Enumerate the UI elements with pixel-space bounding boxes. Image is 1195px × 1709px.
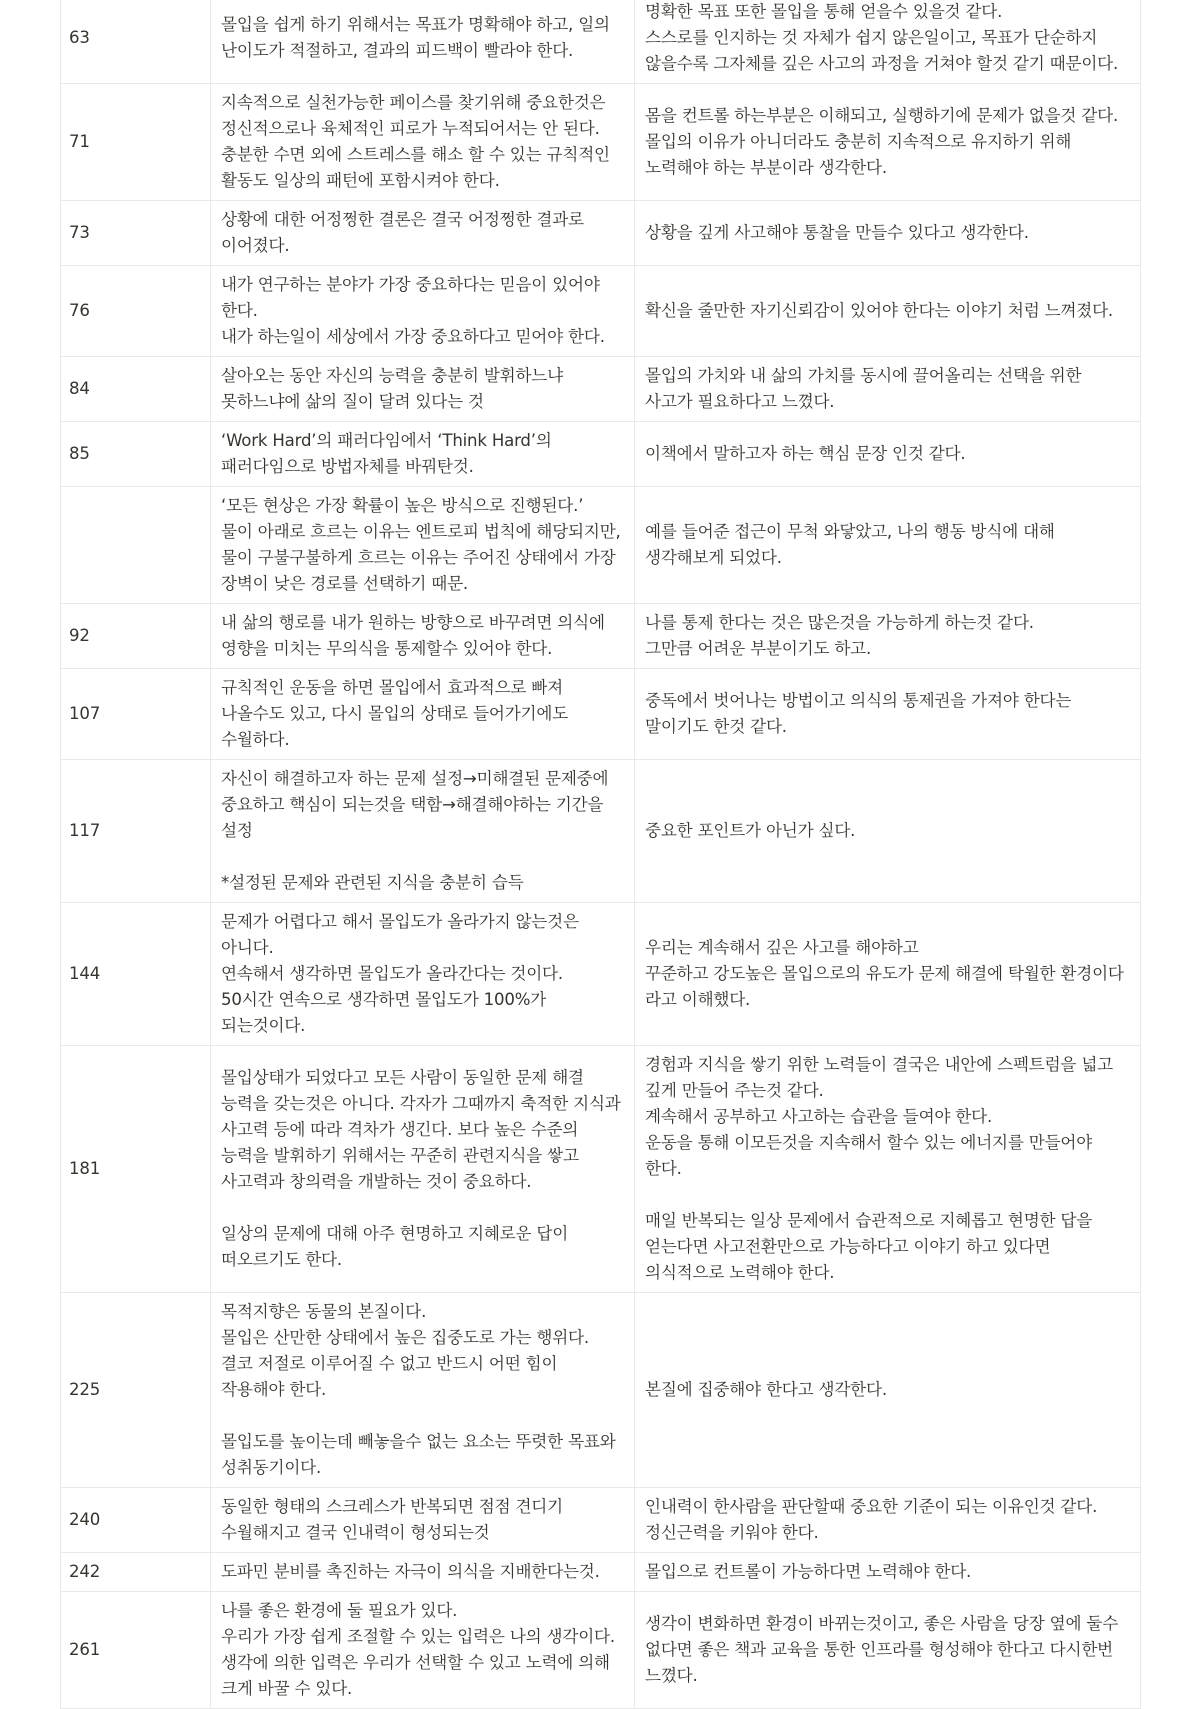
thought-cell[interactable]: 확신을 줄만한 자기신뢰감이 있어야 한다는 이야기 처럼 느껴졌다.	[635, 266, 1141, 357]
thought-cell[interactable]: 중요한 포인트가 아닌가 싶다.	[635, 760, 1141, 903]
page-number-cell[interactable]: 63	[61, 0, 211, 84]
table-row	[61, 1293, 1141, 1488]
page-number-cell[interactable]: 144	[61, 903, 211, 1046]
reading-notes-table	[60, 0, 1141, 1709]
quote-cell[interactable]: 상황에 대한 어정쩡한 결론은 결국 어정쩡한 결과로 이어졌다.	[211, 201, 635, 266]
table-row	[61, 1592, 1141, 1709]
thought-cell[interactable]: 몰입으로 컨트롤이 가능하다면 노력해야 한다.	[635, 1553, 1141, 1592]
thought-cell[interactable]: 상황을 깊게 사고해야 통찰을 만들수 있다고 생각한다.	[635, 201, 1141, 266]
table-body	[61, 0, 1141, 1709]
table-row	[61, 357, 1141, 422]
quote-cell[interactable]: 목적지향은 동물의 본질이다. 몰입은 산만한 상태에서 높은 집중도로 가는 행위다. 결코 저절로 이루어질 수 없고 반드시 어떤 힘이 작용해야 한다. 몰입도를 높이는데 빼놓을수 없는 요소는 뚜렷한 목표와 성취동기이다.	[211, 1293, 635, 1488]
quote-cell[interactable]: 규칙적인 운동을 하면 몰입에서 효과적으로 빠져 나올수도 있고, 다시 몰입의 상태로 들어가기에도 수월하다.	[211, 669, 635, 760]
table-row	[61, 201, 1141, 266]
table-row	[61, 422, 1141, 487]
quote-cell[interactable]: 문제가 어렵다고 해서 몰입도가 올라가지 않는것은 아니다. 연속해서 생각하면 몰입도가 올라간다는 것이다. 50시간 연속으로 생각하면 몰입도가 100%가 되는것이다.	[211, 903, 635, 1046]
page-number-cell[interactable]: 76	[61, 266, 211, 357]
page-number-cell[interactable]: 225	[61, 1293, 211, 1488]
quote-cell[interactable]: ‘모든 현상은 가장 확률이 높은 방식으로 진행된다.’ 물이 아래로 흐르는 이유는 엔트로피 법칙에 해당되지만, 물이 구불구불하게 흐르는 이유는 주어진 상태에서 가장 장벽이 낮은 경로를 선택하기 때문.	[211, 487, 635, 604]
page-number-cell[interactable]	[61, 487, 211, 604]
page-number-cell[interactable]: 261	[61, 1592, 211, 1709]
table-row	[61, 266, 1141, 357]
page-number-cell[interactable]: 117	[61, 760, 211, 903]
quote-cell[interactable]: 내 삶의 행로를 내가 원하는 방향으로 바꾸려면 의식에 영향을 미치는 무의식을 통제할수 있어야 한다.	[211, 604, 635, 669]
page-number-cell[interactable]: 85	[61, 422, 211, 487]
quote-cell[interactable]: ‘Work Hard’의 패러다임에서 ‘Think Hard’의 패러다임으로 방법자체를 바꿔탄것.	[211, 422, 635, 487]
quote-cell[interactable]: 지속적으로 실천가능한 페이스를 찾기위해 중요한것은 정신적으로나 육체적인 피로가 누적되어서는 안 된다. 충분한 수면 외에 스트레스를 해소 할 수 있는 규칙적인 활동도 일상의 패턴에 포함시켜야 한다.	[211, 84, 635, 201]
table-row	[61, 487, 1141, 604]
table-row	[61, 1488, 1141, 1553]
page-number-cell[interactable]: 92	[61, 604, 211, 669]
thought-cell[interactable]: 중독에서 벗어나는 방법이고 의식의 통제권을 가져야 한다는 말이기도 한것 같다.	[635, 669, 1141, 760]
thought-cell[interactable]: 나를 통제 한다는 것은 많은것을 가능하게 하는것 같다. 그만큼 어려운 부분이기도 하고.	[635, 604, 1141, 669]
thought-cell[interactable]: 예를 들어준 접근이 무척 와닿았고, 나의 행동 방식에 대해 생각해보게 되었다.	[635, 487, 1141, 604]
table-row	[61, 0, 1141, 84]
table-row	[61, 84, 1141, 201]
quote-cell[interactable]: 살아오는 동안 자신의 능력을 충분히 발휘하느냐 못하느냐에 삶의 질이 달려 있다는 것	[211, 357, 635, 422]
thought-cell[interactable]: 몸을 컨트롤 하는부분은 이해되고, 실행하기에 문제가 없을것 같다. 몰입의 이유가 아니더라도 충분히 지속적으로 유지하기 위해 노력해야 하는 부분이라 생각한다.	[635, 84, 1141, 201]
thought-cell[interactable]: 우리는 계속해서 깊은 사고를 해야하고 꾸준하고 강도높은 몰입으로의 유도가 문제 해결에 탁월한 환경이다 라고 이해했다.	[635, 903, 1141, 1046]
quote-cell[interactable]: 동일한 형태의 스크레스가 반복되면 점점 견디기 수월해지고 결국 인내력이 형성되는것	[211, 1488, 635, 1553]
thought-cell[interactable]: 인내력이 한사람을 판단할때 중요한 기준이 되는 이유인것 같다. 정신근력을 키워야 한다.	[635, 1488, 1141, 1553]
page-number-cell[interactable]: 240	[61, 1488, 211, 1553]
table-row	[61, 1046, 1141, 1293]
page-number-cell[interactable]: 181	[61, 1046, 211, 1293]
quote-cell[interactable]: 내가 연구하는 분야가 가장 중요하다는 믿음이 있어야 한다. 내가 하는일이 세상에서 가장 중요하다고 믿어야 한다.	[211, 266, 635, 357]
table-row	[61, 1553, 1141, 1592]
thought-cell[interactable]: 이책에서 말하고자 하는 핵심 문장 인것 같다.	[635, 422, 1141, 487]
quote-cell[interactable]: 몰입상태가 되었다고 모든 사람이 동일한 문제 해결 능력을 갖는것은 아니다. 각자가 그때까지 축적한 지식과 사고력 등에 따라 격차가 생긴다. 보다 높은 수준의 능력을 발휘하기 위해서는 꾸준히 관련지식을 쌓고 사고력과 창의력을 개발하는 것이 중요하다. 일상의 문제에 대해 아주 현명하고 지혜로운 답이 떠오르기도 한다.	[211, 1046, 635, 1293]
table-row	[61, 760, 1141, 903]
quote-cell[interactable]: 도파민 분비를 촉진하는 자극이 의식을 지배한다는것.	[211, 1553, 635, 1592]
thought-cell[interactable]: 명확한 목표 또한 몰입을 통해 얻을수 있을것 같다. 스스로를 인지하는 것 자체가 쉽지 않은일이고, 목표가 단순하지 않을수록 그자체를 깊은 사고의 과정을 거쳐야 할것 같기 때문이다.	[635, 0, 1141, 84]
page-number-cell[interactable]: 242	[61, 1553, 211, 1592]
thought-cell[interactable]: 생각이 변화하면 환경이 바뀌는것이고, 좋은 사람을 당장 옆에 둘수 없다면 좋은 책과 교육을 통한 인프라를 형성해야 한다고 다시한번 느꼈다.	[635, 1592, 1141, 1709]
thought-cell[interactable]: 몰입의 가치와 내 삶의 가치를 동시에 끌어올리는 선택을 위한 사고가 필요하다고 느꼈다.	[635, 357, 1141, 422]
quote-cell[interactable]: 몰입을 쉽게 하기 위해서는 목표가 명확해야 하고, 일의 난이도가 적절하고, 결과의 피드백이 빨라야 한다.	[211, 0, 635, 84]
page-number-cell[interactable]: 84	[61, 357, 211, 422]
page-number-cell[interactable]: 107	[61, 669, 211, 760]
table-row	[61, 669, 1141, 760]
page-number-cell[interactable]: 73	[61, 201, 211, 266]
thought-cell[interactable]: 본질에 집중해야 한다고 생각한다.	[635, 1293, 1141, 1488]
quote-cell[interactable]: 자신이 해결하고자 하는 문제 설정→미해결된 문제중에 중요하고 핵심이 되는것을 택함→해결해야하는 기간을 설정 *설정된 문제와 관련된 지식을 충분히 습득	[211, 760, 635, 903]
table-row	[61, 903, 1141, 1046]
page-number-cell[interactable]: 71	[61, 84, 211, 201]
reading-notes-table-wrapper	[60, 0, 1140, 1709]
quote-cell[interactable]: 나를 좋은 환경에 둘 필요가 있다. 우리가 가장 쉽게 조절할 수 있는 입력은 나의 생각이다. 생각에 의한 입력은 우리가 선택할 수 있고 노력에 의해 크게 바꿀 수 있다.	[211, 1592, 635, 1709]
thought-cell[interactable]: 경험과 지식을 쌓기 위한 노력들이 결국은 내안에 스펙트럼을 넓고 깊게 만들어 주는것 같다. 계속해서 공부하고 사고하는 습관을 들여야 한다. 운동을 통해 이모든것을 지속해서 할수 있는 에너지를 만들어야 한다. 매일 반복되는 일상 문제에서 습관적으로 지혜롭고 현명한 답을 얻는다면 사고전환만으로 가능하다고 이야기 하고 있다면 의식적으로 노력해야 한다.	[635, 1046, 1141, 1293]
table-row	[61, 604, 1141, 669]
